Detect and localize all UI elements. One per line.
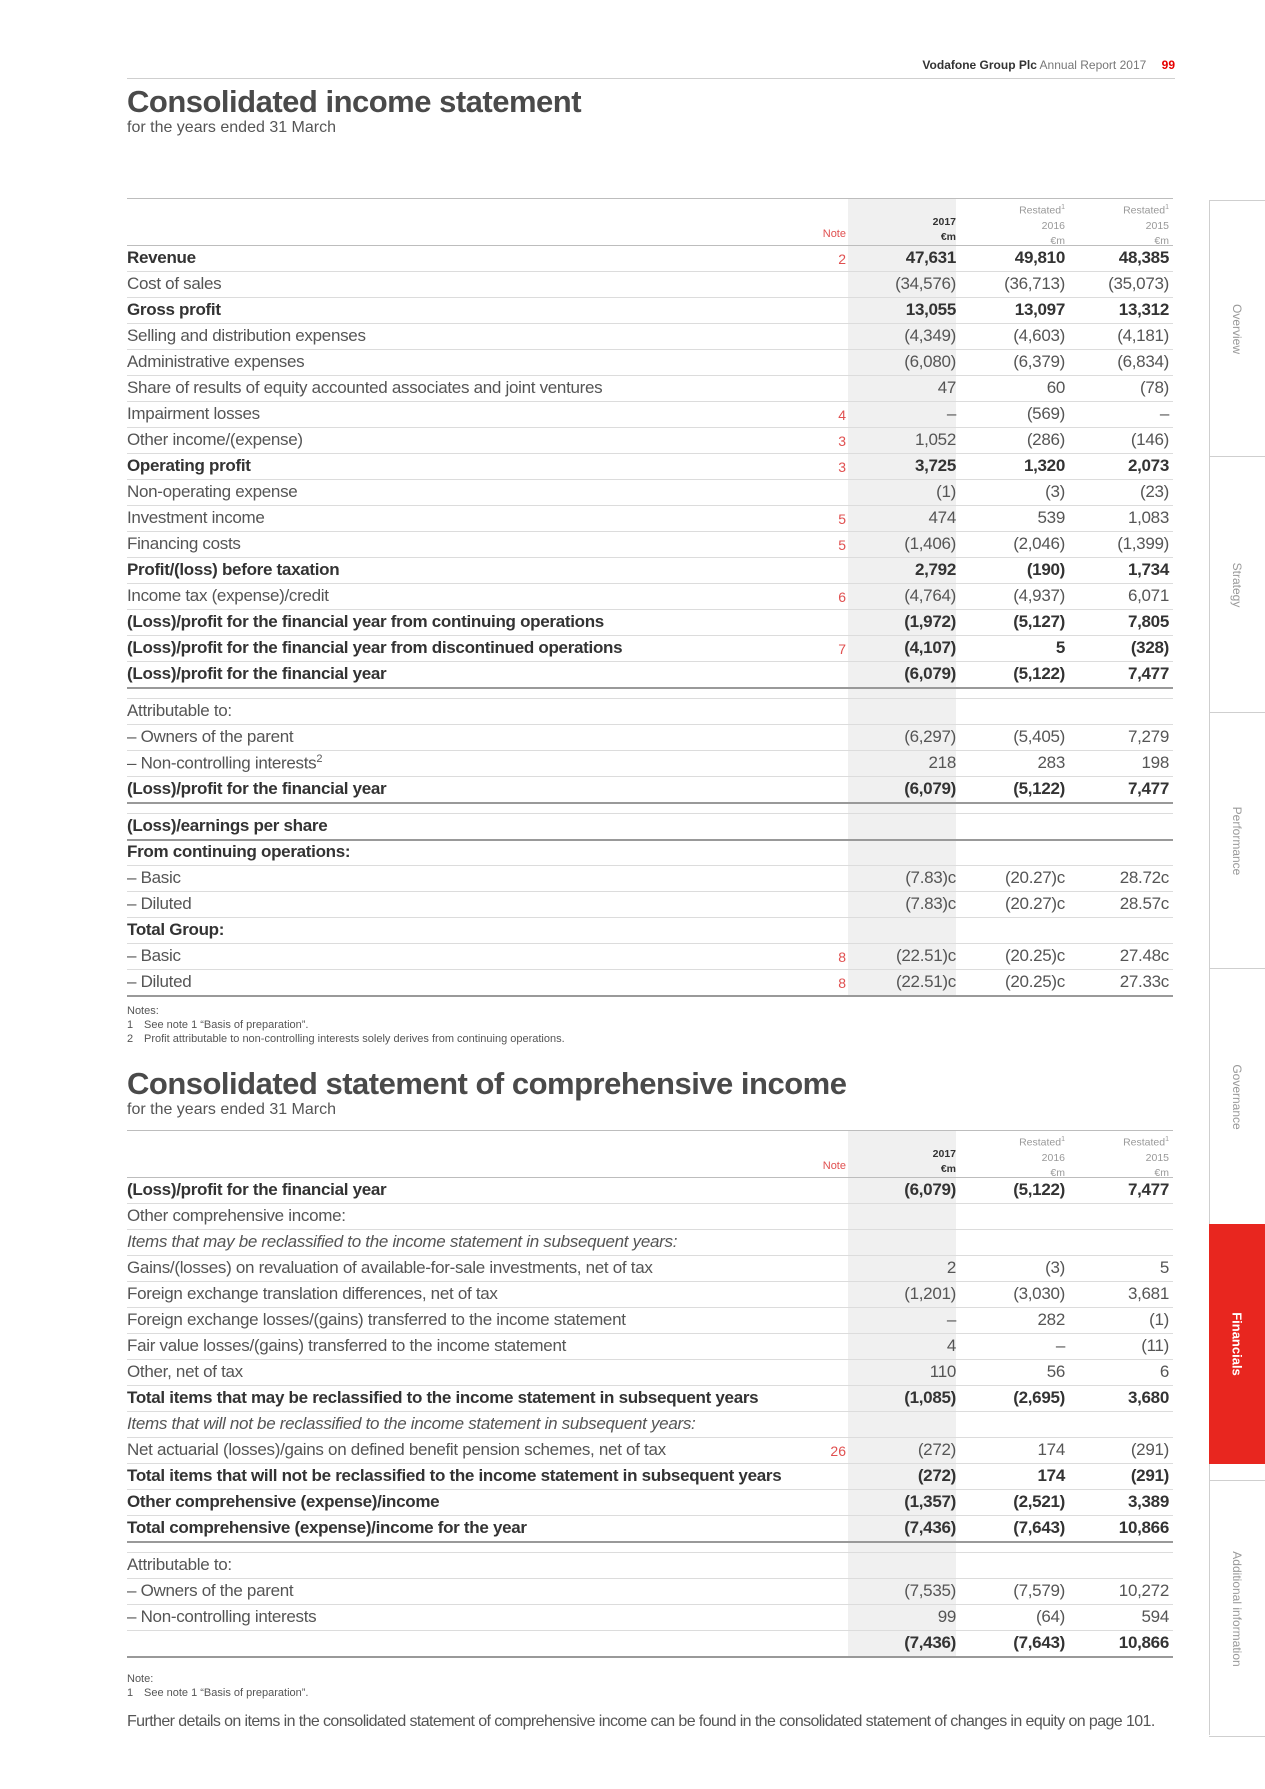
table-row [127, 402, 1173, 428]
footnote-mark: 1 [1061, 1136, 1065, 1143]
value-2017: (1,357) [904, 1492, 956, 1511]
row-label: (Loss)/profit for the financial year [127, 664, 387, 683]
table-row [127, 1438, 1173, 1464]
value-2016: (190) [1026, 560, 1065, 579]
row-label: Non-operating expense [127, 482, 298, 501]
income-note-header: Note [822, 228, 846, 240]
value-2017: (22.51)c [896, 946, 956, 965]
table-row [127, 376, 1173, 402]
value-2015: (328) [1130, 638, 1169, 657]
year-label: 2016 [1041, 219, 1065, 232]
footnote-number: 1 [127, 1019, 134, 1031]
comprehensive-header-2016 [965, 1132, 1065, 1181]
row-label: Foreign exchange losses/(gains) transferred to the income statement [127, 1310, 626, 1329]
value-2016: 49,810 [1014, 248, 1065, 267]
table-row [127, 840, 1173, 866]
table-row [127, 866, 1173, 892]
value-2015: 5 [1159, 1258, 1169, 1277]
row-label: (Loss)/profit for the financial year from discontinued operations [127, 638, 623, 657]
row-label: – Owners of the parent [127, 1581, 294, 1600]
table-row [127, 1516, 1173, 1543]
footnote [127, 1018, 565, 1032]
value-2017: (7,436) [904, 1633, 956, 1652]
row-label: Investment income [127, 508, 265, 527]
value-2016: (5,122) [1013, 779, 1065, 798]
table-row [127, 1386, 1173, 1412]
table-row [127, 1631, 1173, 1658]
footnote-text: See note 1 “Basis of preparation”. [144, 1687, 309, 1699]
value-2017: 47,631 [905, 248, 956, 267]
value-2015: 3,389 [1127, 1492, 1169, 1511]
table-row [127, 350, 1173, 376]
table-row [127, 892, 1173, 918]
sidebar-end-rule [1209, 1736, 1265, 1737]
row-label: Gross profit [127, 300, 221, 319]
value-2016: (3) [1045, 1258, 1065, 1277]
value-2017: (7,436) [904, 1518, 956, 1537]
value-2017: 99 [937, 1607, 956, 1626]
value-2016: 60 [1046, 378, 1065, 397]
row-label: Attributable to: [127, 1555, 232, 1574]
value-2016: (5,405) [1013, 727, 1065, 746]
company-name: Vodafone Group Plc [922, 58, 1037, 72]
comprehensive-title: Consolidated statement of comprehensive income [127, 1066, 847, 1101]
income-table [127, 198, 1173, 996]
value-2017: (22.51)c [896, 972, 956, 991]
value-2016: (4,937) [1013, 586, 1065, 605]
row-note-ref: 6 [838, 589, 846, 605]
value-2016: (5,122) [1013, 664, 1065, 683]
page-header [922, 58, 1175, 72]
footnote [127, 1686, 308, 1700]
value-2015: 28.57c [1119, 894, 1169, 913]
spacer [856, 200, 956, 215]
value-2016: (3,030) [1013, 1284, 1065, 1303]
restated-label: Restated$^1$ [1019, 204, 1065, 217]
row-note-ref: 8 [838, 949, 846, 965]
value-2015: 7,805 [1127, 612, 1169, 631]
value-2017: (6,079) [904, 1180, 956, 1199]
income-header-2016 [965, 200, 1065, 249]
unit-label: €m [1154, 1166, 1169, 1179]
table-row [127, 970, 1173, 997]
value-2015: 7,477 [1127, 779, 1169, 798]
comprehensive-top-rule [127, 1130, 1173, 1131]
row-label: – Diluted [127, 894, 192, 913]
value-2016: (36,713) [1004, 274, 1065, 293]
table-row [127, 428, 1173, 454]
row-note-ref: 5 [838, 537, 846, 553]
value-2016: (2,046) [1013, 534, 1065, 553]
footnote-mark: 1 [1165, 204, 1169, 211]
sidebar-tab-additional-information[interactable] [1209, 1480, 1265, 1737]
value-2017: (1) [936, 482, 956, 501]
value-2016: 5 [1055, 638, 1065, 657]
value-2017: (4,107) [904, 638, 956, 657]
year-label: 2016 [1041, 1151, 1065, 1164]
table-row [127, 1308, 1173, 1334]
row-label: Gains/(losses) on revaluation of available-for-sale investments, net of tax [127, 1258, 653, 1277]
footnote [127, 1032, 565, 1046]
value-2017: (1,972) [904, 612, 956, 631]
value-2015: 1,083 [1127, 508, 1169, 527]
row-label: Total items that may be reclassified to the income statement in subsequent years [127, 1388, 759, 1407]
table-row [127, 814, 1173, 841]
row-note-ref: 2 [838, 251, 846, 267]
value-2015: 198 [1141, 753, 1169, 772]
value-2017: (6,079) [904, 779, 956, 798]
table-row [127, 1464, 1173, 1490]
value-2016: 13,097 [1014, 300, 1065, 319]
table-row [127, 662, 1173, 689]
income-top-rule [127, 198, 1173, 199]
comprehensive-note-header: Note [822, 1160, 846, 1172]
footnote-number: 2 [127, 1033, 134, 1045]
table-row [127, 1490, 1173, 1516]
sidebar-tab-performance[interactable] [1209, 712, 1265, 969]
value-2015: 27.33c [1119, 972, 1169, 991]
row-label: Income tax (expense)/credit [127, 586, 329, 605]
value-2015: (6,834) [1117, 352, 1169, 371]
value-2017: (1,406) [904, 534, 956, 553]
value-2017: (7,535) [904, 1581, 956, 1600]
value-2017: (1,085) [904, 1388, 956, 1407]
value-2017: (6,079) [904, 664, 956, 683]
row-label: Total Group: [127, 920, 225, 939]
row-note-ref: 3 [838, 459, 846, 475]
value-2015: (146) [1130, 430, 1169, 449]
value-2016: 1,320 [1023, 456, 1065, 475]
row-label: Other comprehensive (expense)/income [127, 1492, 440, 1511]
row-note-ref: 3 [838, 433, 846, 449]
table-row [127, 1256, 1173, 1282]
value-2017: 3,725 [914, 456, 956, 475]
value-2015: 10,866 [1118, 1518, 1169, 1537]
row-label: – Non-controlling interests [127, 1607, 317, 1626]
value-2017: 4 [946, 1336, 956, 1355]
value-2017: 110 [929, 1362, 956, 1381]
value-2017: 474 [928, 508, 956, 527]
value-2015: 28.72c [1119, 868, 1169, 887]
value-2015: (291) [1130, 1440, 1169, 1459]
row-label: (Loss)/profit for the financial year [127, 779, 387, 798]
sidebar-tab-label: Strategy [1230, 562, 1244, 608]
value-2015: 3,681 [1127, 1284, 1169, 1303]
footnote-mark: 1 [1165, 1136, 1169, 1143]
footnote-number: 1 [127, 1687, 134, 1699]
row-label: – Owners of the parent [127, 727, 294, 746]
value-2017: – [946, 1310, 956, 1329]
value-2015: (23) [1139, 482, 1169, 501]
table-row [127, 1282, 1173, 1308]
value-2017: (1,201) [904, 1284, 956, 1303]
notes-title: Note: [127, 1673, 154, 1685]
value-2015: (1,399) [1117, 534, 1169, 553]
table-row [127, 751, 1173, 777]
value-2017: – [946, 404, 956, 423]
comprehensive-subtitle: for the years ended 31 March [127, 1101, 337, 1118]
value-2015: 3,680 [1127, 1388, 1169, 1407]
row-label: Administrative expenses [127, 352, 305, 371]
value-2016: (5,122) [1013, 1180, 1065, 1199]
value-2016: (64) [1035, 1607, 1065, 1626]
value-2016: (5,127) [1013, 612, 1065, 631]
page-number: 99 [1161, 58, 1175, 72]
value-2015: 1,734 [1127, 560, 1169, 579]
value-2016: 174 [1037, 1466, 1065, 1485]
comprehensive-header-2017 [856, 1132, 956, 1177]
row-label: Revenue [127, 248, 196, 267]
value-2015: (78) [1139, 378, 1169, 397]
row-note-ref: 7 [838, 641, 846, 657]
sidebar-tab-label: Performance [1230, 806, 1244, 876]
value-2015: (11) [1141, 1336, 1169, 1355]
value-2017: 2 [946, 1258, 956, 1277]
value-2015: 7,279 [1127, 727, 1169, 746]
table-row [127, 918, 1173, 944]
value-2015: – [1159, 404, 1169, 423]
header-rule [127, 78, 1175, 79]
value-2015: 27.48c [1119, 946, 1169, 965]
table-row [127, 1553, 1173, 1579]
value-2015: 10,272 [1118, 1581, 1169, 1600]
row-label: – Non-controlling interests$^2$ [127, 753, 323, 773]
row-label: Other comprehensive income: [127, 1206, 346, 1225]
table-row [127, 636, 1173, 662]
year-label: 2017 [932, 1148, 956, 1160]
table-row [127, 1204, 1173, 1230]
row-label: Operating profit [127, 456, 251, 475]
value-2017: (6,297) [904, 727, 956, 746]
value-2017: (4,349) [904, 326, 956, 345]
value-2015: 2,073 [1127, 456, 1169, 475]
unit-label: €m [1154, 234, 1169, 247]
row-label: Total items that will not be reclassified to the income statement in subsequent years [127, 1466, 782, 1485]
value-2015: (35,073) [1108, 274, 1169, 293]
value-2017: (4,764) [904, 586, 956, 605]
restated-label: Restated$^1$ [1123, 204, 1169, 217]
notes-title: Notes: [127, 1005, 159, 1017]
table-row [127, 1334, 1173, 1360]
comprehensive-header-2015 [1069, 1132, 1169, 1181]
table-row [127, 1360, 1173, 1386]
sidebar-tab-label: Overview [1230, 303, 1244, 355]
unit-label: €m [1050, 234, 1065, 247]
sidebar-tab-governance[interactable] [1209, 968, 1265, 1225]
row-label: Net actuarial (losses)/gains on defined benefit pension schemes, net of tax [127, 1440, 666, 1459]
row-label: – Basic [127, 868, 181, 887]
footnote-text: See note 1 “Basis of preparation”. [144, 1019, 309, 1031]
table-row [127, 298, 1173, 324]
value-2017: 2,792 [914, 560, 956, 579]
comprehensive-notes [127, 1672, 308, 1700]
sidebar-tab-strategy[interactable] [1209, 456, 1265, 713]
value-2017: (34,576) [895, 274, 956, 293]
value-2015: 48,385 [1118, 248, 1169, 267]
table-row [127, 725, 1173, 751]
value-2016: (2,695) [1013, 1388, 1065, 1407]
table-row [127, 454, 1173, 480]
report-name: Annual Report 2017 [1039, 58, 1147, 72]
value-2015: 7,477 [1127, 1180, 1169, 1199]
row-note-ref: 4 [838, 407, 846, 423]
value-2015: (1) [1149, 1310, 1169, 1329]
table-row [127, 1412, 1173, 1438]
value-2017: 218 [928, 753, 956, 772]
value-2016: – [1055, 1336, 1065, 1355]
sidebar-tab-label: Governance [1230, 1064, 1244, 1130]
value-2017: 13,055 [905, 300, 956, 319]
value-2016: (20.27)c [1005, 894, 1065, 913]
row-label: Impairment losses [127, 404, 260, 423]
sidebar-tab-financials[interactable] [1209, 1224, 1265, 1464]
value-2016: (3) [1045, 482, 1065, 501]
restated-label: Restated$^1$ [1123, 1136, 1169, 1149]
value-2016: (569) [1026, 404, 1065, 423]
table-row [127, 610, 1173, 636]
spacer [856, 1132, 956, 1147]
footnote-mark: 1 [1061, 204, 1065, 211]
row-label: Items that may be reclassified to the income statement in subsequent years: [127, 1232, 678, 1251]
value-2015: 13,312 [1118, 300, 1169, 319]
value-2015: (4,181) [1117, 326, 1169, 345]
income-title: Consolidated income statement [127, 84, 582, 119]
table-row [127, 584, 1173, 610]
sidebar-tab-label: Financials [1229, 1312, 1245, 1376]
value-2015: 10,866 [1118, 1633, 1169, 1652]
row-label: Selling and distribution expenses [127, 326, 366, 345]
row-note-ref: 26 [830, 1443, 846, 1459]
value-2016: (6,379) [1013, 352, 1065, 371]
comprehensive-table [127, 1130, 1173, 1657]
value-2015: 7,477 [1127, 664, 1169, 683]
row-label: (Loss)/profit for the financial year from continuing operations [127, 612, 604, 631]
table-row [127, 558, 1173, 584]
row-label: Other, net of tax [127, 1362, 243, 1381]
value-2016: (2,521) [1013, 1492, 1065, 1511]
table-row [127, 699, 1173, 725]
table-row [127, 324, 1173, 350]
table-row [127, 506, 1173, 532]
table-row [127, 1178, 1173, 1204]
row-label: (Loss)/profit for the financial year [127, 1180, 387, 1199]
value-2017: (272) [917, 1466, 956, 1485]
value-2017: 47 [937, 378, 956, 397]
value-2015: 6 [1159, 1362, 1169, 1381]
row-label: Other income/(expense) [127, 430, 303, 449]
value-2016: (7,643) [1013, 1633, 1065, 1652]
row-label: Fair value losses/(gains) transferred to the income statement [127, 1336, 567, 1355]
value-2016: 283 [1037, 753, 1065, 772]
row-label: (Loss)/earnings per share [127, 816, 328, 835]
value-2016: 56 [1046, 1362, 1065, 1381]
table-row [127, 1579, 1173, 1605]
footer-text: Further details on items in the consolidated statement of comprehensive income can be found in the consolidated statement of changes in equity on page 101. [127, 1713, 1155, 1730]
row-label: Cost of sales [127, 274, 222, 293]
row-label: Share of results of equity accounted associates and joint ventures [127, 378, 603, 397]
unit-label: €m [1050, 1166, 1065, 1179]
year-label: 2015 [1145, 1151, 1169, 1164]
value-2017: (7.83)c [905, 868, 956, 887]
value-2017: 1,052 [914, 430, 956, 449]
row-label: Foreign exchange translation differences, net of tax [127, 1284, 498, 1303]
value-2017: (7.83)c [905, 894, 956, 913]
income-header-2017 [856, 200, 956, 245]
value-2015: (291) [1130, 1466, 1169, 1485]
row-label: Attributable to: [127, 701, 232, 720]
sidebar-tab-label: Additional information [1230, 1551, 1244, 1667]
table-row [127, 272, 1173, 298]
footnote-text: Profit attributable to non-controlling interests solely derives from continuing operations. [144, 1033, 565, 1045]
value-2016: 174 [1037, 1440, 1065, 1459]
row-note-ref: 5 [838, 511, 846, 527]
value-2016: (20.25)c [1005, 972, 1065, 991]
table-row [127, 532, 1173, 558]
row-label: – Diluted [127, 972, 192, 991]
table-row [127, 944, 1173, 970]
table-row [127, 246, 1173, 272]
value-2015: 6,071 [1127, 586, 1169, 605]
unit-label: €m [940, 1163, 956, 1175]
table-row [127, 1605, 1173, 1631]
unit-label: €m [940, 231, 956, 243]
sidebar-tab-overview[interactable] [1209, 200, 1265, 457]
value-2016: (20.25)c [1005, 946, 1065, 965]
value-2016: 282 [1037, 1310, 1065, 1329]
income-subtitle: for the years ended 31 March [127, 119, 337, 136]
row-label: Financing costs [127, 534, 241, 553]
year-label: 2017 [932, 216, 956, 228]
table-row [127, 1230, 1173, 1256]
value-2016: (4,603) [1013, 326, 1065, 345]
row-label: Total comprehensive (expense)/income for the year [127, 1518, 527, 1537]
row-label: From continuing operations: [127, 842, 351, 861]
table-row [127, 777, 1173, 804]
row-label: – Basic [127, 946, 181, 965]
value-2017: (6,080) [904, 352, 956, 371]
income-header-2015 [1069, 200, 1169, 249]
year-label: 2015 [1145, 219, 1169, 232]
restated-label: Restated$^1$ [1019, 1136, 1065, 1149]
value-2016: (286) [1026, 430, 1065, 449]
table-row [127, 480, 1173, 506]
value-2016: (20.27)c [1005, 868, 1065, 887]
value-2017: (272) [917, 1440, 956, 1459]
value-2016: (7,579) [1013, 1581, 1065, 1600]
row-note-ref: 8 [838, 975, 846, 991]
income-notes [127, 1004, 565, 1046]
row-label: Items that will not be reclassified to the income statement in subsequent years: [127, 1414, 696, 1433]
value-2016: (7,643) [1013, 1518, 1065, 1537]
row-label: Profit/(loss) before taxation [127, 560, 340, 579]
footnote-mark: 2 [316, 753, 323, 765]
value-2016: 539 [1037, 508, 1065, 527]
value-2015: 594 [1141, 1607, 1169, 1626]
